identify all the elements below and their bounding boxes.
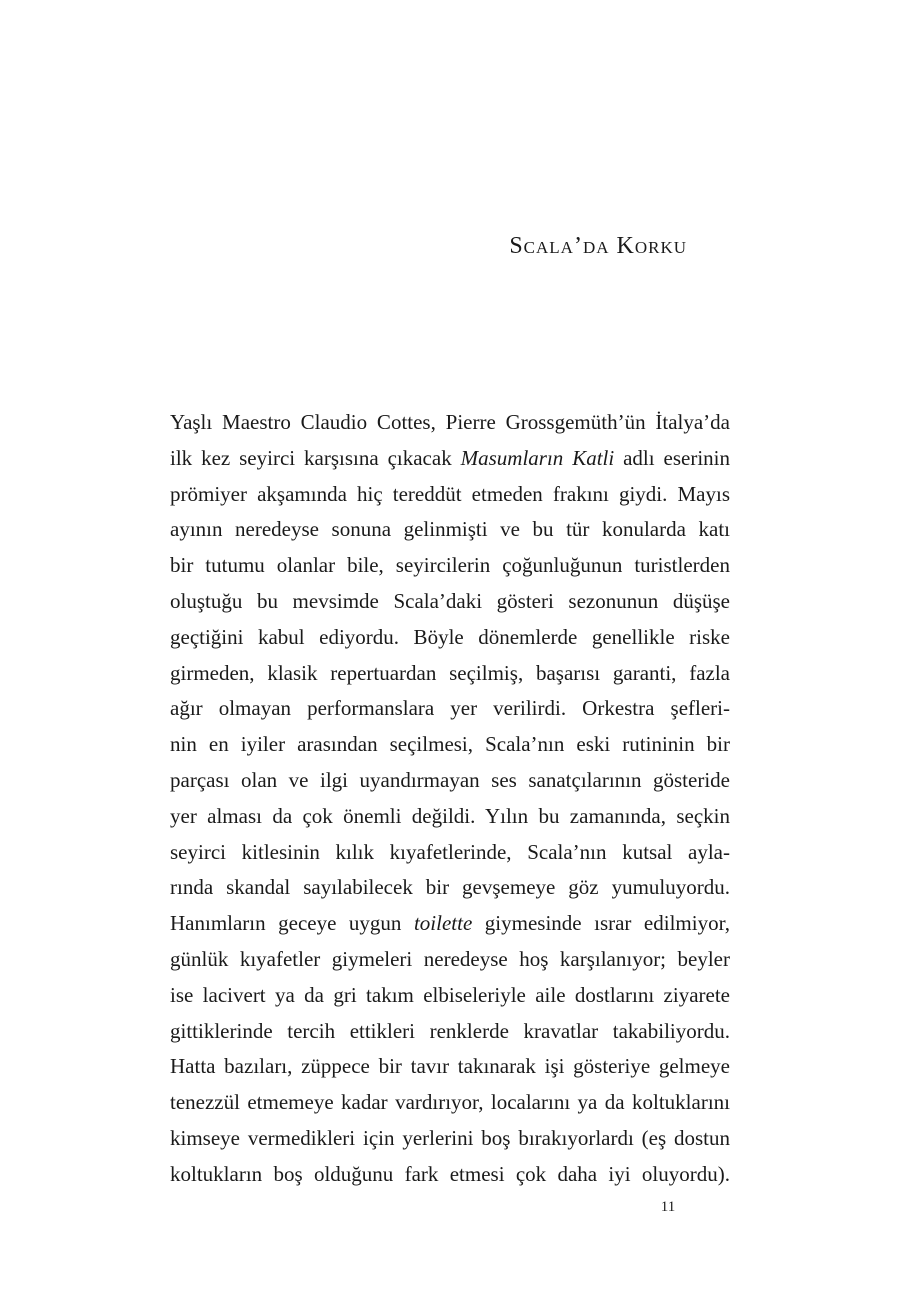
text-line: parçası olan ve ilgi uyandırmayan ses sanatçılarının gösteride — [170, 767, 730, 792]
text-line: Hatta bazıları, züppece bir tavır takınarak işi gösteriye gelmeye — [170, 1054, 730, 1079]
text-line: ağır olmayan performanslara yer verilirdi. Orkestra şefleri- — [170, 696, 730, 721]
text-line: rında skandal sayılabilecek bir gevşemeye göz yumuluyordu. — [170, 875, 730, 900]
text-line: ilk kez seyirci karşısına çıkacak Masumların Katli adlı eserinin — [170, 445, 730, 470]
italic-word: toilette — [413, 911, 473, 936]
text-line: tenezzül etmemeye kadar vardırıyor, localarını ya da koltuklarını — [170, 1090, 730, 1115]
text-line: yer alması da çok önemli değildi. Yılın bu zamanında, seçkin — [170, 803, 730, 828]
text-line: koltukların boş olduğunu fark etmesi çok daha iyi oluyordu). — [170, 1161, 730, 1186]
text-line: girmeden, klasik repertuardan seçilmiş, başarısı garanti, fazla — [170, 660, 730, 685]
text-line: Hanımların geceye uygun toilette giymesinde ısrar edilmiyor, — [170, 911, 730, 936]
text-line: Yaşlı Maestro Claudio Cottes, Pierre Grossgemüth’ün İtalya’da — [170, 410, 730, 434]
text-line: ayının neredeyse sonuna gelinmişti ve bu tür konularda katı — [170, 517, 730, 542]
text-line: ise lacivert ya da gri takım elbiseleriyle aile dostlarını ziyarete — [170, 982, 730, 1007]
text-line: prömiyer akşamında hiç tereddüt etmeden frakını giydi. Mayıs — [170, 481, 730, 506]
italic-title: Masumların Katli — [460, 445, 615, 470]
text-line: günlük kıyafetler giymeleri neredeyse hoş karşılanıyor; beyler — [170, 946, 730, 971]
text-line: bir tutumu olanlar bile, seyircilerin çoğunluğunun turistlerden — [170, 553, 730, 578]
text-line: geçtiğini kabul ediyordu. Böyle dönemlerde genellikle riske — [170, 624, 730, 649]
text-line: nin en iyiler arasından seçilmesi, Scala’nın eski rutininin bir — [170, 732, 730, 757]
chapter-title: Scala’da Korku — [509, 233, 687, 259]
text-line: oluştuğu bu mevsimde Scala’daki gösteri sezonunun düşüşe — [170, 588, 730, 613]
text-line: seyirci kitlesinin kılık kıyafetlerinde, Scala’nın kutsal ayla- — [170, 839, 730, 864]
text-line: gittiklerinde tercih ettikleri renklerde kravatlar takabiliyordu. — [170, 1018, 730, 1043]
page-number: 11 — [660, 1199, 676, 1215]
text-line: kimseye vermedikleri için yerlerini boş bırakıyorlardı (eş dostun — [170, 1125, 730, 1150]
body-paragraph — [170, 405, 730, 1193]
